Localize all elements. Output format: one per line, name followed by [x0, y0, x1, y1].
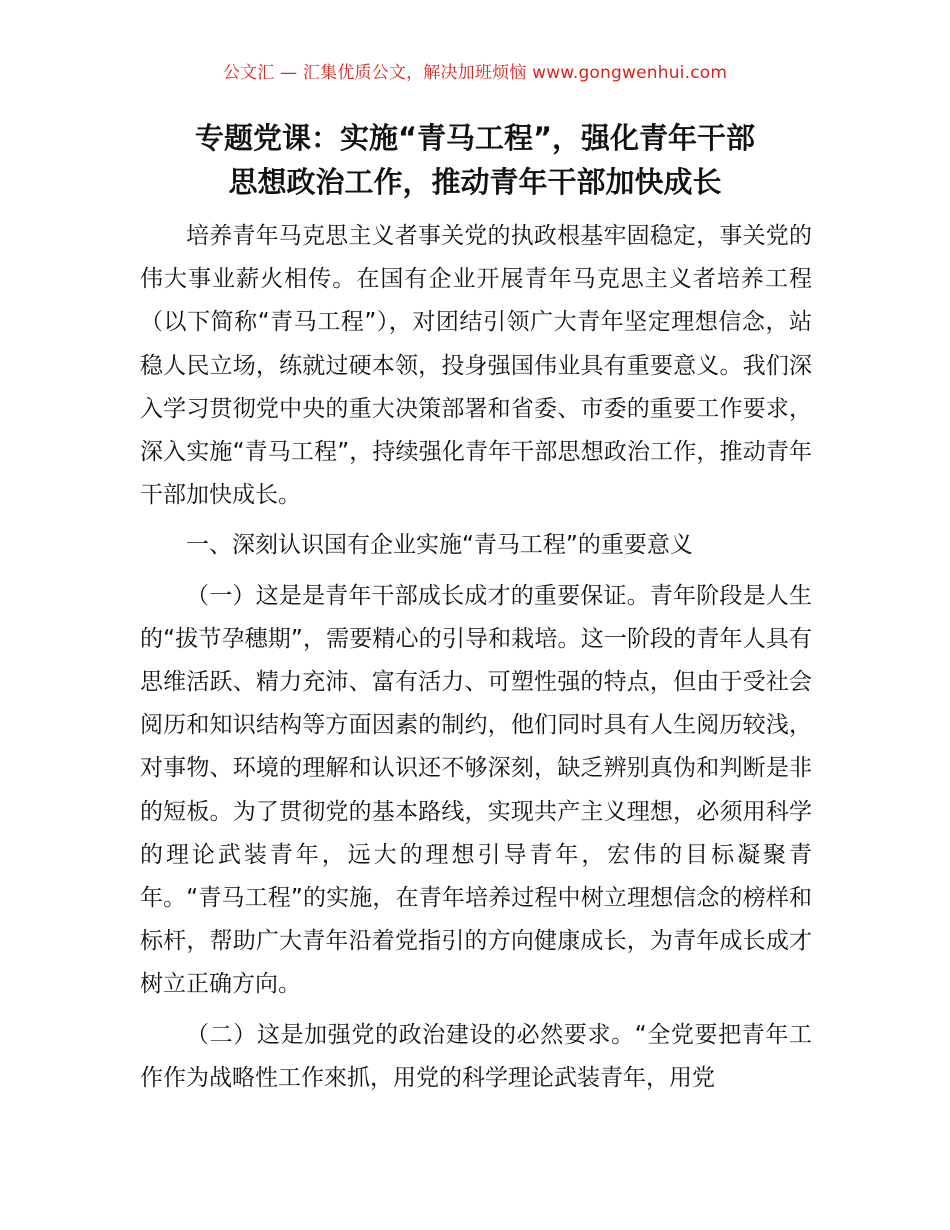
document-title	[120, 116, 830, 204]
subsection-paragraph-1: （一）这是是青年干部成长成才的重要保证。青年阶段是人生的“拔节孕穗期”，需要精心的引导和栽培。这一阶段的青年人具有思维活跃、精力充沛、富有活力、可塑性强的特点，但由于受社会阅历和知识结构等方面因素的制约，他们同时具有人生阅历较浅，对事物、环境的理解和认识还不够深刻，缺乏辨别真伪和判断是非的短板。为了贯彻党的基本路线，实现共产主义理想，必须用科学的理论武装青年，远大的理想引导青年，宏伟的目标凝聚青年。“青马工程”的实施，在青年培养过程中树立理想信念的榜样和标杆，帮助广大青年沿着党指引的方向健康成长，为青年成长成才树立正确方向。	[140, 582, 812, 998]
section-heading-1: 一、深刻认识国有企业实施“青马工程”的重要意义	[186, 532, 693, 559]
site-header-line: 公文汇 — 汇集优质公文，解决加班烦恼 www.gongwenhui.com	[222, 63, 728, 83]
document-body	[140, 215, 812, 1107]
title-line-2: 思想政治工作，推动青年干部加快成长	[228, 165, 722, 199]
intro-paragraph: 培养青年马克思主义者事关党的执政根基牢固稳定，事关党的伟大事业薪火相传。在国有企业开展青年马克思主义者培养工程（以下简称“青马工程”），对团结引领广大青年坚定理想信念，站稳人民立场，练就过硬本领，投身强国伟业具有重要意义。我们深入学习贯彻党中央的重大决策部署和省委、市委的重要工作要求，深入实施“青马工程”，持续强化青年干部思想政治工作，推动青年干部加快成长。	[140, 223, 812, 509]
subsection-paragraph-2: （二）这是加强党的政治建设的必然要求。“全党要把青年工作作为战略性工作來抓，用党的科学理论武装青年，用党	[140, 1021, 812, 1091]
title-line-1: 专题党课：实施“青马工程”，强化青年干部	[194, 121, 756, 155]
